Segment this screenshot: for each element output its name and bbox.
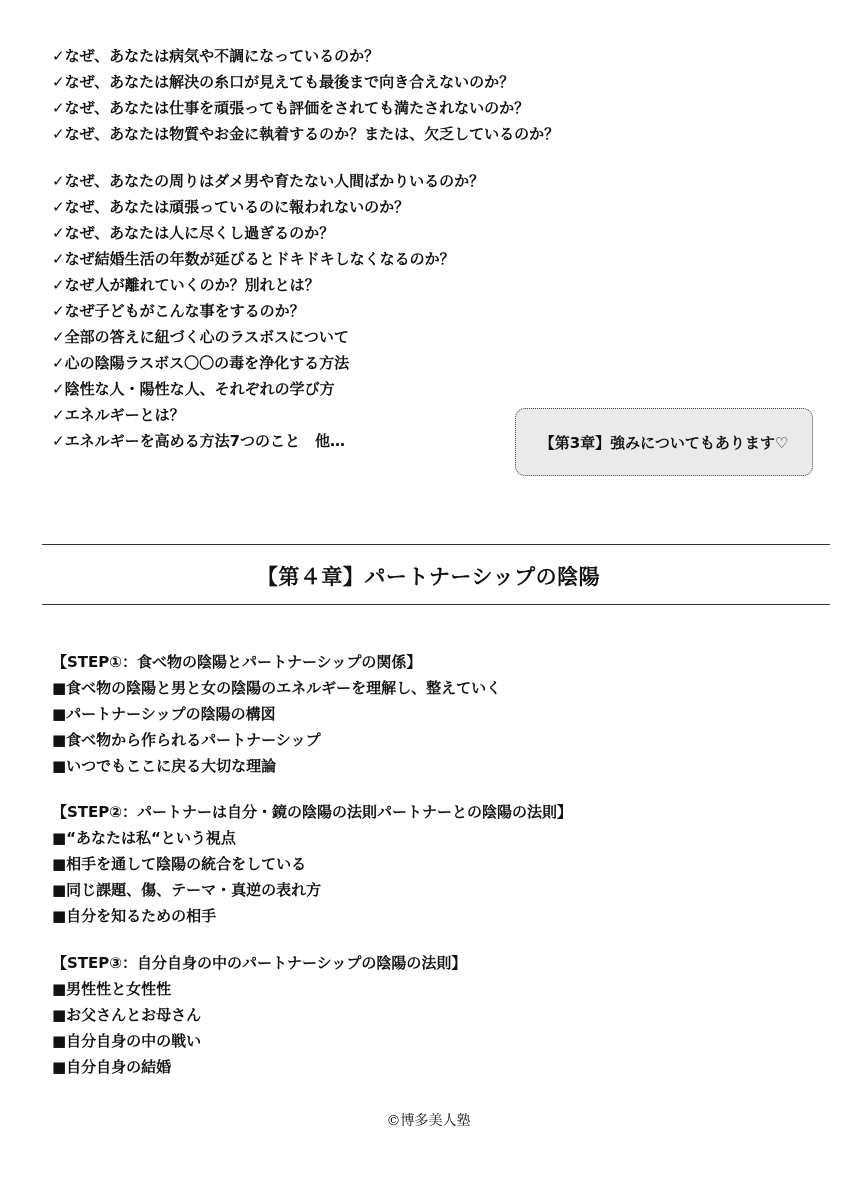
divider-top: [42, 544, 830, 545]
step-item: ■自分自身の中の戦い: [52, 1032, 202, 1050]
step-item: ■いつでもここに戻る大切な理論: [52, 757, 277, 775]
divider-bottom: [42, 604, 830, 605]
step-item: ■パートナーシップの陰陽の構図: [52, 705, 276, 723]
question-item: ✓エネルギーを高める方法7つのこと 他…: [52, 432, 346, 450]
step-item: ■食べ物の陰陽と男と女の陰陽のエネルギーを理解し、整えていく: [52, 679, 502, 697]
question-item: ✓なぜ結婚生活の年数が延びるとドキドキしなくなるのか？: [52, 250, 455, 268]
step-heading: 【STEP③：自分自身の中のパートナーシップの陰陽の法則】: [52, 954, 467, 972]
copyright-footer: ©博多美人塾: [386, 1113, 471, 1129]
step-item: ■お父さんとお母さん: [52, 1006, 202, 1024]
question-item: ✓なぜ、あなたの周りはダメ男や育たない人間ばかりいるのか？: [52, 172, 485, 190]
step-item: ■男性性と女性性: [52, 980, 172, 998]
question-item: ✓全部の答えに紐づく心のラスボスについて: [52, 328, 349, 346]
question-item: ✓エネルギーとは？: [52, 406, 185, 424]
step-item: ■同じ課題、傷、テーマ・真逆の表れ方: [52, 881, 322, 899]
question-item: ✓なぜ、あなたは解決の糸口が見えても最後まで向き合えないのか？: [52, 73, 515, 91]
step-heading: 【STEP①：食べ物の陰陽とパートナーシップの関係】: [52, 653, 422, 671]
question-item: ✓心の陰陽ラスボス〇〇の毒を浄化する方法: [52, 354, 350, 372]
question-item: ✓なぜ人が離れていくのか？別れとは？: [52, 276, 320, 294]
question-item: ✓なぜ、あなたは物質やお金に執着するのか？または、欠乏しているのか？: [52, 125, 560, 143]
question-item: ✓なぜ、あなたは人に尽くし過ぎるのか？: [52, 224, 335, 242]
chapter3-callout: [515, 408, 813, 476]
question-item: ✓陰性な人・陽性な人、それぞれの学び方: [52, 380, 335, 398]
step-item: ■“あなたは私“という視点: [52, 829, 236, 847]
step-item: ■相手を通して陰陽の統合をしている: [52, 855, 307, 873]
step-item: ■自分自身の結婚: [52, 1058, 172, 1076]
chapter-title: 【第４章】パートナーシップの陰陽: [256, 565, 601, 589]
step-heading: 【STEP②：パートナーは自分・鏡の陰陽の法則パートナーとの陰陽の法則】: [52, 803, 572, 821]
question-item: ✓なぜ子どもがこんな事をするのか？: [52, 302, 305, 320]
step-item: ■食べ物から作られるパートナーシップ: [52, 731, 321, 749]
question-item: ✓なぜ、あなたは頑張っているのに報われないのか？: [52, 198, 410, 216]
question-item: ✓なぜ、あなたは病気や不調になっているのか？: [52, 47, 380, 65]
callout-text: 【第3章】強みについてもあります♡: [539, 433, 789, 452]
step-item: ■自分を知るための相手: [52, 907, 217, 925]
question-item: ✓なぜ、あなたは仕事を頑張っても評価をされても満たされないのか？: [52, 99, 530, 117]
